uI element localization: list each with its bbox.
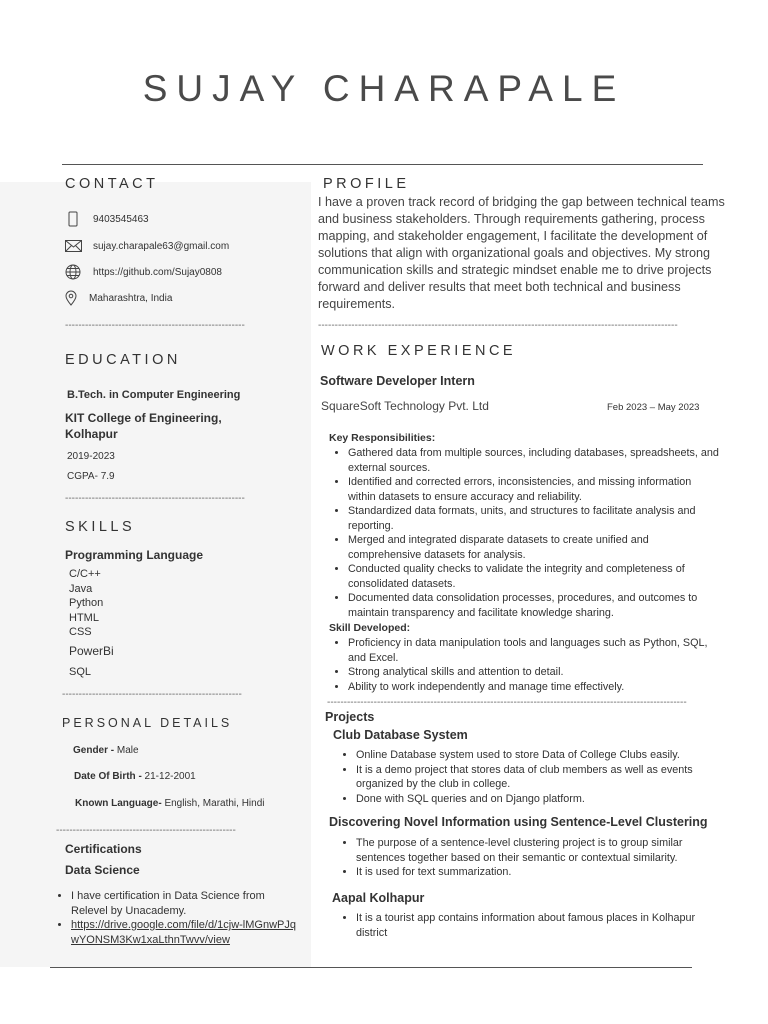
job-company: SquareSoft Technology Pvt. Ltd: [321, 399, 489, 413]
project-title-aapal-kolhapur: Aapal Kolhapur: [332, 891, 425, 905]
personal-gender: Gender - Male: [73, 745, 139, 756]
education-cgpa: CGPA- 7.9: [67, 471, 115, 482]
responsibility-item: • Standardized data formats, units, and structures to facilitate analysis and reporting.: [348, 504, 721, 533]
skill-item: CSS: [69, 626, 92, 638]
skills-developed-list: [331, 636, 721, 694]
job-title: Software Developer Intern: [320, 374, 475, 388]
skills-subheading: Programming Language: [65, 548, 204, 562]
contact-location-row: [64, 290, 172, 306]
contact-email[interactable]: sujay.charapale63@gmail.com: [93, 240, 230, 252]
personal-dob: Date Of Birth - 21-12-2001: [74, 771, 196, 782]
responsibilities-heading: Key Responsibilities:: [329, 432, 436, 444]
education-divider: ------------------------------------------------------: [65, 494, 245, 504]
certification-item: • I have certification in Data Science from Relevel by Unacademy.: [71, 889, 296, 918]
responsibility-item: • Gathered data from multiple sources, including databases, spreadsheets, and external sources.: [348, 446, 721, 475]
work-divider: ------------------------------------------------------------------------------------------------------------: [327, 698, 687, 708]
certifications-heading: Certifications: [65, 842, 142, 856]
skills-divider: ------------------------------------------------------: [62, 690, 242, 700]
skills-developed-heading: Skill Developed:: [329, 622, 411, 634]
skill-item: Python: [69, 597, 104, 609]
personal-divider: ------------------------------------------------------: [56, 826, 236, 836]
location-pin-icon: [64, 290, 78, 306]
responsibility-item: • Identified and corrected errors, inconsistencies, and missing information within datasets to ensure accuracy and reliability.: [348, 475, 721, 504]
education-college-line1: KIT College of Engineering,: [65, 411, 222, 425]
education-years: 2019-2023: [67, 451, 115, 462]
projects-heading: Projects: [325, 710, 375, 724]
skill-item: Java: [69, 582, 93, 595]
job-dates: Feb 2023 – May 2023: [607, 402, 700, 413]
programming-language-list: [69, 567, 103, 640]
contact-email-row: [64, 238, 229, 254]
profile-summary: I have a proven track record of bridging the gap between technical teams and business stakeholders. Through requirements gathering, process mapping, and stakeholder engagement, I facilitate the development of solutions that align with organizational goals and objectives. My strong communication skills and strategic mindset enable me to drive projects forward and deliver results that meet both technical and business requirements.: [318, 195, 725, 311]
phone-icon: [64, 211, 82, 227]
skill-developed-item: • Proficiency in data manipulation tools and languages such as Python, SQL, and Excel.: [348, 636, 721, 665]
project-item: • Done with SQL queries and on Django platform.: [356, 792, 728, 807]
bottom-divider-line: [50, 967, 692, 968]
candidate-name: SUJAY CHARAPALE: [142, 68, 626, 109]
profile-divider: ------------------------------------------------------------------------------------------------------------: [318, 321, 678, 331]
contact-phone-row: [64, 211, 149, 227]
skill-item: C/C++: [69, 568, 101, 580]
contact-github-row: [64, 264, 222, 280]
project-item: • It is a tourist app contains information about famous places in Kolhapur district: [356, 911, 728, 940]
project-aapal-kolhapur-list: [338, 911, 728, 940]
responsibility-item: • Conducted quality checks to validate the integrity and completeness of consolidated datasets.: [348, 562, 721, 591]
project-sentence-clustering-list: [338, 836, 728, 880]
contact-github[interactable]: https://github.com/Sujay0808: [93, 266, 222, 278]
certifications-list: [56, 889, 296, 947]
project-title-club-database: Club Database System: [333, 728, 468, 742]
education-degree: B.Tech. in Computer Engineering: [67, 389, 241, 401]
personal-details-heading: PERSONAL DETAILS: [62, 716, 233, 730]
project-club-database-list: [338, 748, 728, 806]
skill-developed-item: • Strong analytical skills and attention to detail.: [348, 665, 721, 680]
globe-icon: [64, 264, 82, 280]
project-item: • Online Database system used to store Data of College Clubs easily.: [356, 748, 728, 763]
project-title-sentence-clustering: Discovering Novel Information using Sentence-Level Clustering: [329, 815, 708, 829]
responsibility-item: • Documented data consolidation processes, procedures, and outcomes to maintain transparency and facilitate knowledge sharing.: [348, 591, 721, 620]
contact-phone: 9403545463: [93, 213, 149, 225]
skill-item: HTML: [69, 611, 99, 624]
skill-developed-item: • Ability to work independently and manage time effectively.: [348, 680, 721, 695]
skills-heading: SKILLS: [65, 519, 136, 535]
project-item: • It is a demo project that stores data of club members as well as events organized by the club in college.: [356, 763, 728, 792]
responsibility-item: • Merged and integrated disparate datasets to create unified and comprehensive datasets for analysis.: [348, 533, 721, 562]
work-experience-heading: WORK EXPERIENCE: [321, 343, 517, 359]
contact-heading: CONTACT: [65, 176, 159, 192]
education-college-line2: Kolhapur: [65, 427, 118, 441]
profile-heading: PROFILE: [323, 176, 410, 192]
contact-location: Maharashtra, India: [89, 292, 173, 304]
project-item: • It is used for text summarization.: [356, 865, 728, 880]
project-item: • The purpose of a sentence-level clustering project is to group similar sentences together based on their semantic or contextual similarity.: [356, 836, 728, 865]
envelope-icon: [64, 238, 82, 254]
contact-divider: ------------------------------------------------------: [65, 321, 245, 331]
personal-languages: Known Language- English, Marathi, Hindi: [75, 798, 265, 809]
skill-powerbi: PowerBi: [69, 644, 114, 658]
certifications-subheading: Data Science: [65, 863, 140, 877]
skill-sql: SQL: [69, 666, 92, 678]
education-heading: EDUCATION: [65, 352, 181, 368]
responsibilities-list: [331, 446, 721, 620]
certificate-link[interactable]: https://drive.google.com/file/d/1cjw-lMGnwPJqwYONSM3Kw1xaLthnTwvv/view: [71, 919, 296, 946]
certification-item: [71, 918, 296, 947]
top-divider-line: [62, 164, 703, 165]
